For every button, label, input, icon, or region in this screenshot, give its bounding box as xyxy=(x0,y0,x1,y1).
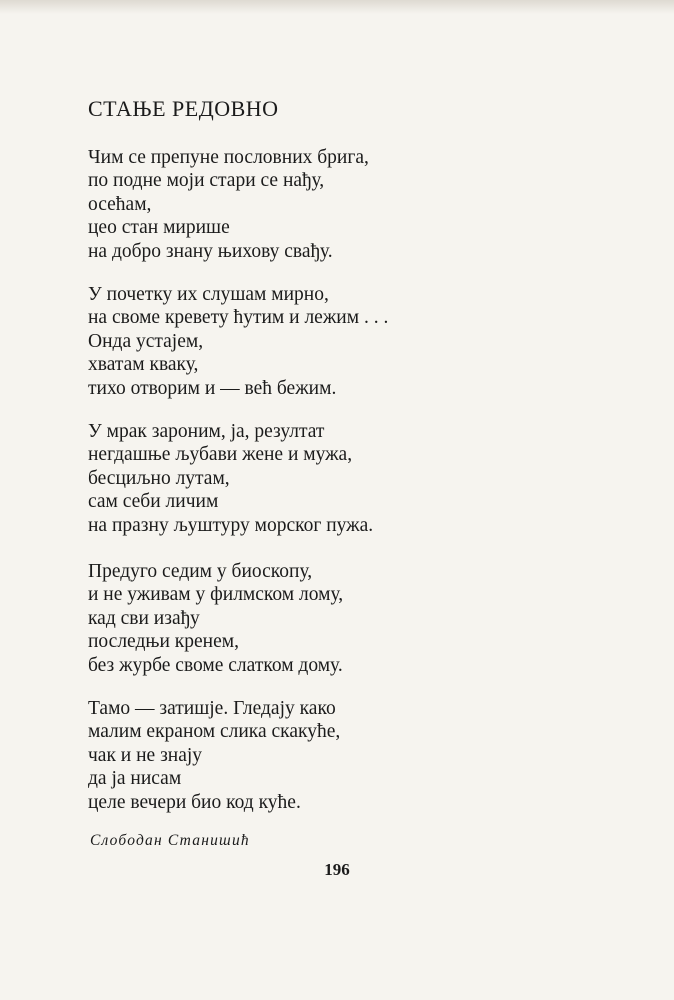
poem-line: Онда устајем, xyxy=(88,330,204,352)
poem-line: по подне моји стари се нађу, xyxy=(88,170,325,192)
poem-line: на празну љуштуру морског пужа. xyxy=(88,514,374,536)
stanza-1 xyxy=(88,146,369,263)
poem-line: цео стан мирише xyxy=(88,217,230,239)
poem-line: кад сви изађу xyxy=(88,607,200,629)
poem-line: бесциљно лутам, xyxy=(88,467,230,489)
poem-line: последњи кренем, xyxy=(88,631,239,653)
poem-line: да ја нисам xyxy=(88,768,182,790)
poem-line: чак и не знају xyxy=(88,744,203,766)
poem-line: У почетку их слушам мирно, xyxy=(88,284,329,305)
poem-line: целе вечери био код куће. xyxy=(88,791,301,813)
poem-author: Слободан Станишић xyxy=(90,832,250,849)
poem-line: Чим се препуне пословних брига, xyxy=(88,147,369,168)
poem-line: на добро знану њихову свађу. xyxy=(88,240,333,262)
poem-line: негдашње љубави жене и мужа, xyxy=(88,444,353,466)
stanza-4 xyxy=(88,560,343,677)
poem-line: Предуго седим у биоскопу, xyxy=(88,561,313,582)
poem-title: СТАЊЕ РЕДОВНО xyxy=(88,96,279,121)
stanza-5 xyxy=(88,697,340,814)
stanza-3 xyxy=(88,420,373,537)
poem-line: и не уживам у филмском лому, xyxy=(88,584,344,606)
stanza-2 xyxy=(88,283,388,400)
poem-line: тихо отворим и — већ бежим. xyxy=(88,377,337,399)
poem-line: на своме кревету ћутим и лежим . . . xyxy=(88,307,389,329)
poem-line: малим екраном слика скакуће, xyxy=(88,721,341,743)
poem-line: Тамо — затишје. Гледају како xyxy=(88,698,336,719)
poem-line: У мрак зароним, ја, резултат xyxy=(88,421,325,442)
poem-line: хватам кваку, xyxy=(88,354,199,376)
poem-line: сам себи личим xyxy=(88,491,219,513)
poem-line: осећам, xyxy=(88,193,152,215)
page-number: 196 xyxy=(324,860,350,879)
poem-line: без журбе своме слатком дому. xyxy=(88,654,343,676)
